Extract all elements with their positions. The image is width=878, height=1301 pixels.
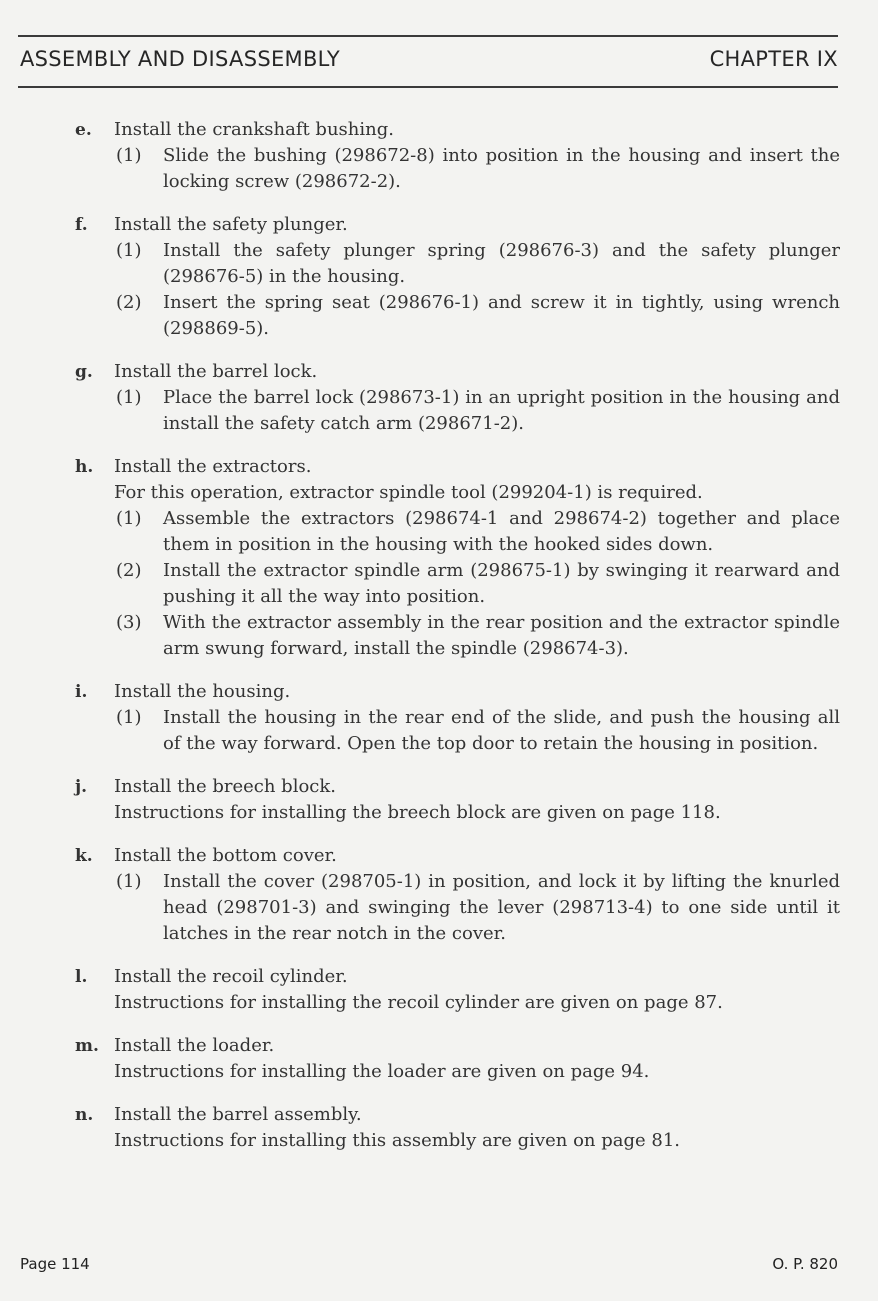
sub-step-number: (1)	[116, 707, 142, 728]
procedure-step	[0, 117, 878, 195]
procedure-step	[0, 964, 878, 1016]
procedure-step	[0, 454, 878, 662]
sub-step	[114, 506, 840, 558]
sub-step-number: (1)	[116, 508, 142, 529]
step-letter: e.	[75, 120, 92, 140]
page-footer	[20, 1255, 838, 1273]
procedure-step	[0, 1102, 878, 1154]
step-title: Install the recoil cylinder.	[114, 966, 348, 987]
step-title: Install the breech block.	[114, 776, 336, 797]
sub-step-number: (1)	[116, 240, 142, 261]
sub-step	[114, 610, 840, 662]
sub-step	[114, 385, 840, 437]
step-title: Install the crankshaft bushing.	[114, 119, 394, 140]
step-title: Install the loader.	[114, 1035, 275, 1056]
step-note: Instructions for installing the recoil cylinder are given on page 87.	[114, 992, 723, 1013]
sub-step-text: Assemble the extractors (298674-1 and 298674-2) together and place them in position in the housing with the hooked sides down.	[163, 508, 840, 555]
step-letter: k.	[75, 846, 93, 866]
sub-step-text: With the extractor assembly in the rear position and the extractor spindle arm swung forward, install the spindle (298674-3).	[163, 612, 840, 659]
sub-step	[114, 705, 840, 757]
step-note: Instructions for installing this assembly are given on page 81.	[114, 1130, 681, 1151]
procedure-steps	[0, 117, 878, 1171]
chapter-label: CHAPTER IX	[709, 47, 838, 71]
step-note: Instructions for installing the loader are given on page 94.	[114, 1061, 650, 1082]
sub-step-number: (1)	[116, 387, 142, 408]
sub-step-number: (2)	[116, 292, 142, 313]
step-note: For this operation, extractor spindle tool (299204-1) is required.	[114, 482, 703, 503]
step-letter: i.	[75, 682, 88, 702]
sub-step-text: Install the cover (298705-1) in position, and lock it by lifting the knurled head (298701-3) and swinging the lever (298713-4) to one side until it latches in the rear notch in the cover.	[163, 871, 840, 944]
sub-step-number: (2)	[116, 560, 142, 581]
step-title: Install the extractors.	[114, 456, 312, 477]
procedure-step	[0, 212, 878, 342]
sub-step	[114, 558, 840, 610]
step-letter: j.	[75, 777, 88, 797]
procedure-step	[0, 679, 878, 757]
step-title: Install the barrel assembly.	[114, 1104, 362, 1125]
step-letter: h.	[75, 457, 94, 477]
sub-step	[114, 238, 840, 290]
step-title: Install the safety plunger.	[114, 214, 348, 235]
sub-step-text: Install the safety plunger spring (298676-3) and the safety plunger (298676-5) in the housing.	[163, 240, 840, 287]
sub-step-number: (1)	[116, 145, 142, 166]
sub-step-number: (3)	[116, 612, 142, 633]
sub-step-text: Install the housing in the rear end of the slide, and push the housing all of the way forward. Open the top door to retain the housing in position.	[163, 707, 840, 754]
sub-step-text: Place the barrel lock (298673-1) in an upright position in the housing and install the safety catch arm (298671-2).	[163, 387, 840, 434]
sub-step	[114, 143, 840, 195]
sub-step	[114, 290, 840, 342]
sub-step-number: (1)	[116, 871, 142, 892]
header-rule-top	[18, 35, 838, 37]
step-title: Install the bottom cover.	[114, 845, 337, 866]
sub-step-text: Install the extractor spindle arm (298675-1) by swinging it rearward and pushing it all the way into position.	[163, 560, 840, 607]
header-rule-bottom	[18, 86, 838, 88]
step-note: Instructions for installing the breech block are given on page 118.	[114, 802, 721, 823]
procedure-step	[0, 1033, 878, 1085]
page-number: Page 114	[20, 1255, 90, 1273]
section-title: ASSEMBLY AND DISASSEMBLY	[20, 47, 340, 71]
step-letter: l.	[75, 967, 88, 987]
procedure-step	[0, 843, 878, 947]
step-letter: n.	[75, 1105, 94, 1125]
step-letter: m.	[75, 1036, 99, 1056]
procedure-step	[0, 774, 878, 826]
procedure-step	[0, 359, 878, 437]
sub-step-text: Insert the spring seat (298676-1) and screw it in tightly, using wrench (298869-5).	[163, 292, 840, 339]
sub-step-text: Slide the bushing (298672-8) into position in the housing and insert the locking screw (298672-2).	[163, 145, 840, 192]
step-title: Install the barrel lock.	[114, 361, 318, 382]
document-number: O. P. 820	[772, 1255, 838, 1273]
step-letter: f.	[75, 215, 88, 235]
running-header	[20, 47, 838, 71]
step-title: Install the housing.	[114, 681, 291, 702]
step-letter: g.	[75, 362, 93, 382]
sub-step	[114, 869, 840, 947]
